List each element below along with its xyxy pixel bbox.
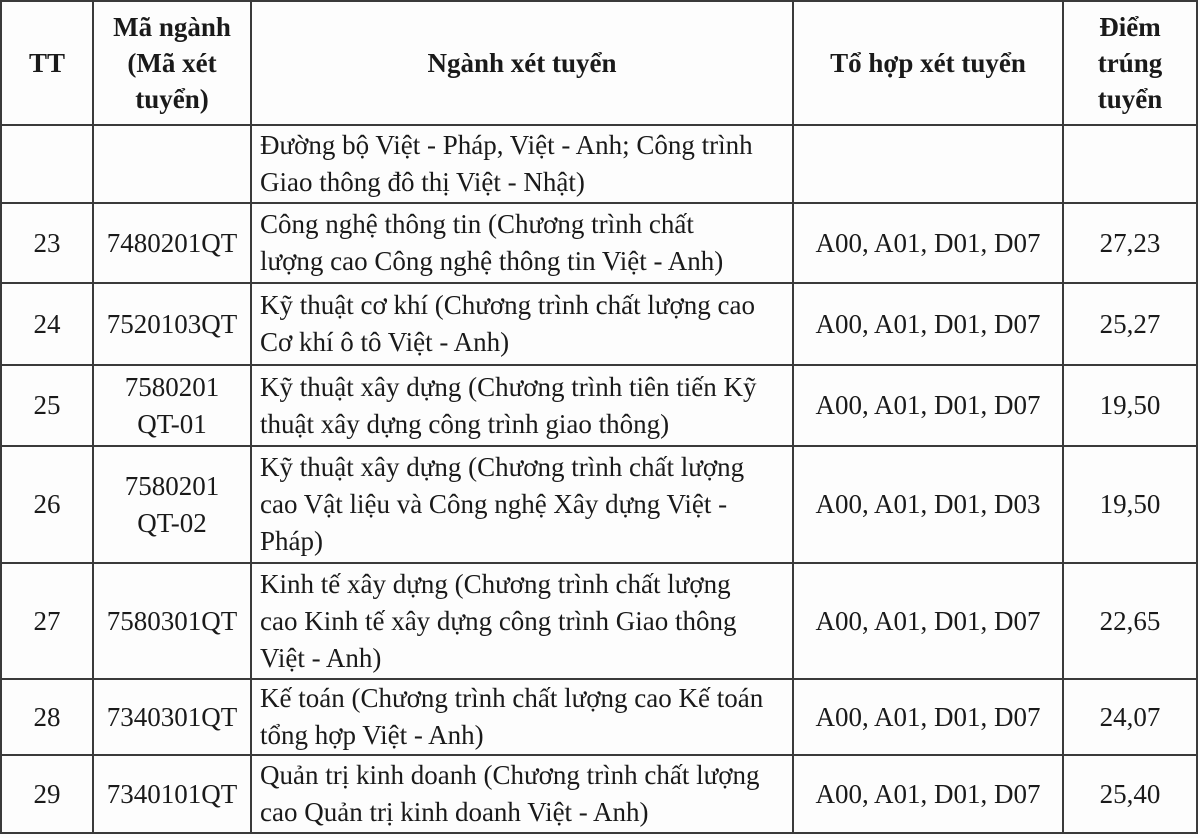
cell-code [93,203,251,283]
major-line: Kỹ thuật xây dựng (Chương trình chất lượng [260,452,745,482]
code-line: QT-01 [137,408,207,439]
cell-score: 19,50 [1063,365,1197,446]
cell-code [93,755,251,833]
header-combo: Tổ hợp xét tuyển [793,1,1063,125]
cell-major [251,679,793,755]
table-row-continuation [1,125,1197,203]
code-line: 7580201 [124,371,220,402]
table-row [1,283,1197,365]
code-line: 7580201 [124,470,220,501]
cell-combo: A00, A01, D01, D03 [793,446,1063,563]
cell-code [93,365,251,446]
major-line: Kỹ thuật cơ khí (Chương trình chất lượng cao [260,290,756,320]
cell-combo: A00, A01, D01, D07 [793,563,1063,679]
cell-tt: 23 [1,203,93,283]
major-line: Đường bộ Việt - Pháp, Việt - Anh; Công trình [260,130,753,160]
cell-tt: 29 [1,755,93,833]
header-tt: TT [1,1,93,125]
cell-tt: 27 [1,563,93,679]
table-row [1,679,1197,755]
code-line: 7580301QT [106,605,238,636]
header-major: Ngành xét tuyển [251,1,793,125]
cell-score: 27,23 [1063,203,1197,283]
cell-tt [1,125,93,203]
cell-tt: 25 [1,365,93,446]
major-line: Giao thông đô thị Việt - Nhật) [260,167,585,197]
cell-tt: 28 [1,679,93,755]
cell-combo [793,125,1063,203]
major-line: Kinh tế xây dựng (Chương trình chất lượng [260,568,731,599]
cell-score: 25,27 [1063,283,1197,365]
cell-combo: A00, A01, D01, D07 [793,283,1063,365]
header-code-line1: Mã ngành [113,12,231,42]
cell-combo: A00, A01, D01, D07 [793,755,1063,833]
cell-major [251,125,793,203]
cell-tt: 26 [1,446,93,563]
cell-major [251,365,793,446]
cell-major [251,755,793,833]
major-line: cao Quản trị kinh doanh Việt - Anh) [260,797,649,827]
major-line: Việt - Anh) [260,642,382,673]
code-line: QT-02 [137,507,207,538]
major-line: tổng hợp Việt - Anh) [260,720,484,750]
header-score [1063,1,1197,125]
major-line: Cơ khí ô tô Việt - Anh) [260,327,510,357]
major-line: cao Kinh tế xây dựng công trình Giao thông [260,605,737,636]
major-line: Pháp) [260,526,323,556]
major-line: Kế toán (Chương trình chất lượng cao Kế toán [260,683,764,713]
code-line: 7340101QT [106,778,238,809]
cell-code [93,679,251,755]
major-line: Công nghệ thông tin (Chương trình chất [260,209,694,239]
code-line: 7520103QT [106,308,238,339]
cell-major [251,446,793,563]
code-line: 7480201QT [106,227,238,258]
cell-score: 22,65 [1063,563,1197,679]
cell-combo: A00, A01, D01, D07 [793,679,1063,755]
header-code-line2: (Mã xét [127,48,217,78]
cell-score: 24,07 [1063,679,1197,755]
major-line: Quản trị kinh doanh (Chương trình chất lượng [260,760,760,790]
header-score-line2: trúng [1097,48,1163,78]
table-row [1,446,1197,563]
cell-major [251,563,793,679]
cell-combo: A00, A01, D01, D07 [793,365,1063,446]
cell-code [93,125,251,203]
table-row [1,203,1197,283]
header-score-line1: Điểm [1099,12,1161,42]
major-line: Kỹ thuật xây dựng (Chương trình tiên tiến Kỹ [260,371,757,402]
major-line: thuật xây dựng công trình giao thông) [260,408,670,439]
header-code-line3: tuyển) [135,84,209,114]
cell-score [1063,125,1197,203]
cell-score: 25,40 [1063,755,1197,833]
table-row [1,755,1197,833]
code-line: 7340301QT [106,701,238,732]
header-score-line3: tuyển [1097,84,1163,114]
cell-major [251,203,793,283]
cell-combo: A00, A01, D01, D07 [793,203,1063,283]
major-line: lượng cao Công nghệ thông tin Việt - Anh) [260,246,724,276]
table-row [1,563,1197,679]
cell-tt: 24 [1,283,93,365]
table-header-row [1,1,1197,125]
cell-major [251,283,793,365]
header-code [93,1,251,125]
cell-code [93,283,251,365]
cell-score: 19,50 [1063,446,1197,563]
cell-code [93,563,251,679]
table-row [1,365,1197,446]
cell-code [93,446,251,563]
major-line: cao Vật liệu và Công nghệ Xây dựng Việt - [260,489,728,519]
